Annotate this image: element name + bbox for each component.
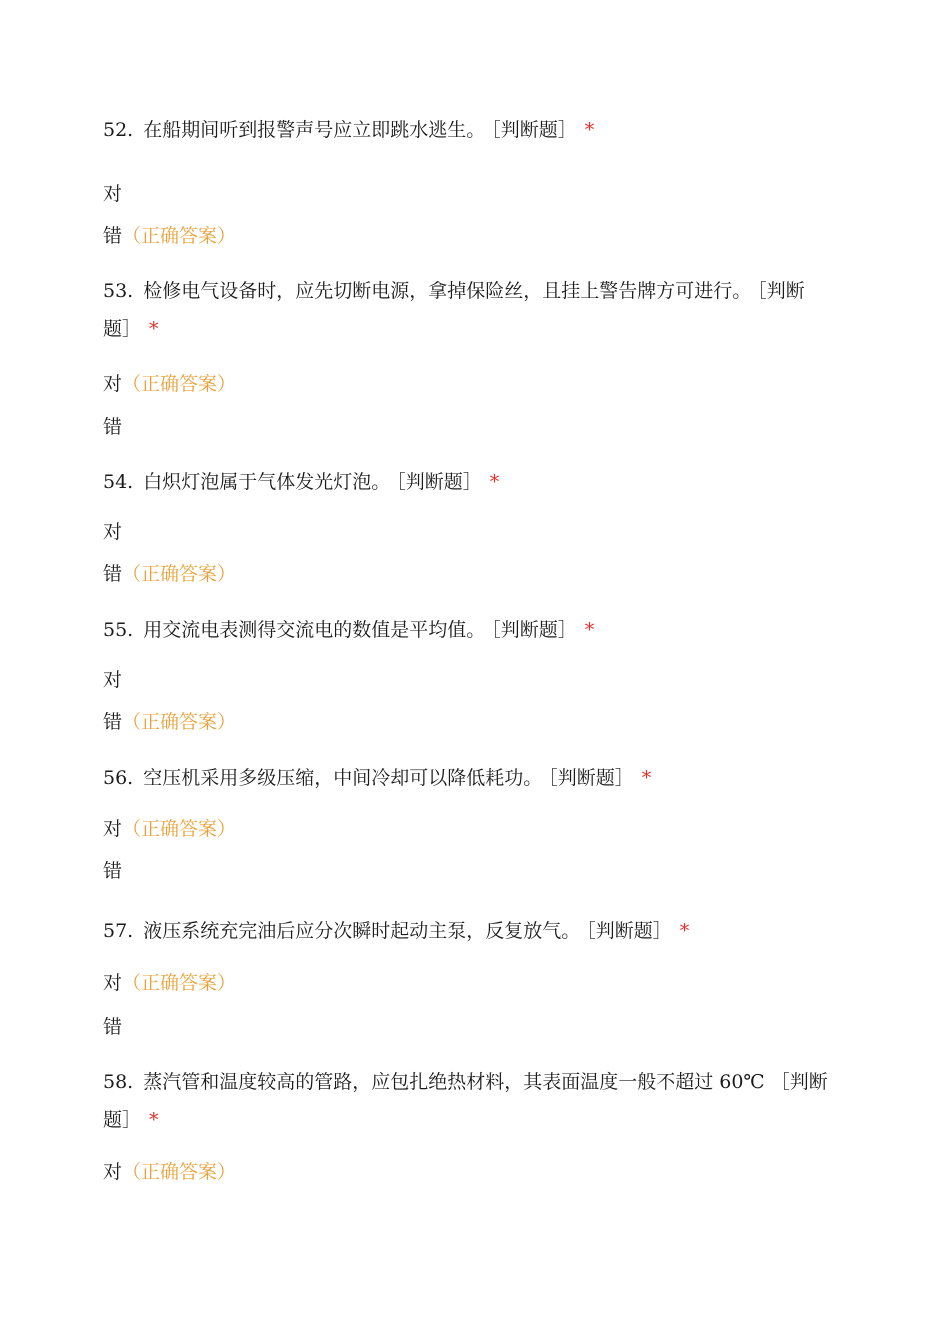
question-number: 58. xyxy=(103,1071,134,1093)
option-label: 错 xyxy=(103,860,123,882)
option-false[interactable] xyxy=(103,858,122,884)
option-false[interactable] xyxy=(103,414,122,440)
option-label: 对 xyxy=(103,972,123,994)
option-false[interactable] xyxy=(103,561,236,587)
option-label: 对 xyxy=(103,521,123,543)
correct-answer-mark: （正确答案） xyxy=(122,818,237,840)
required-asterisk: * xyxy=(489,471,500,493)
correct-answer-mark: （正确答案） xyxy=(122,1161,237,1183)
option-true[interactable] xyxy=(103,371,236,397)
option-label: 对 xyxy=(103,669,123,691)
question-type-tag: ［判断题］ xyxy=(548,767,634,789)
question-type-tag: ［判断题］ xyxy=(491,619,577,641)
required-asterisk: * xyxy=(641,767,652,789)
question-title xyxy=(103,759,833,797)
option-label: 对 xyxy=(103,1161,123,1183)
question-title xyxy=(103,111,833,149)
question-number: 54. xyxy=(103,471,134,493)
question-text: 蒸汽管和温度较高的管路，应包扎绝热材料，其表面温度一般不超过 60℃ xyxy=(143,1071,765,1093)
question-type-tag: ［判断题］ xyxy=(491,119,577,141)
required-asterisk: * xyxy=(679,920,690,942)
correct-answer-mark: （正确答案） xyxy=(122,225,237,247)
required-asterisk: * xyxy=(149,318,159,340)
option-true[interactable] xyxy=(103,667,122,693)
option-true[interactable] xyxy=(103,970,236,996)
required-asterisk: * xyxy=(149,1109,159,1131)
question-text: 空压机采用多级压缩，中间冷却可以降低耗功。 xyxy=(143,767,543,789)
question-number: 56. xyxy=(103,767,134,789)
required-asterisk: * xyxy=(584,619,595,641)
question-number: 53. xyxy=(103,280,134,302)
question-text: 用交流电表测得交流电的数值是平均值。 xyxy=(143,619,486,641)
required-asterisk: * xyxy=(584,119,595,141)
question-title xyxy=(103,463,833,501)
question-title xyxy=(103,912,833,950)
option-label: 对 xyxy=(103,373,123,395)
question-title xyxy=(103,1063,833,1139)
option-false[interactable] xyxy=(103,709,236,735)
question-text: 白炽灯泡属于气体发光灯泡。 xyxy=(143,471,391,493)
option-false[interactable] xyxy=(103,1014,122,1040)
question-type-tag: ［判断题］ xyxy=(103,280,805,340)
correct-answer-mark: （正确答案） xyxy=(122,563,237,585)
correct-answer-mark: （正确答案） xyxy=(122,711,237,733)
option-label: 对 xyxy=(103,183,123,205)
question-text: 在船期间听到报警声号应立即跳水逃生。 xyxy=(143,119,486,141)
question-text: 检修电气设备时，应先切断电源，拿掉保险丝，且挂上警告牌方可进行。 xyxy=(143,280,752,302)
option-label: 对 xyxy=(103,818,123,840)
option-true[interactable] xyxy=(103,181,122,207)
question-type-tag: ［判断题］ xyxy=(103,1071,828,1131)
option-true[interactable] xyxy=(103,816,236,842)
option-label: 错 xyxy=(103,563,123,585)
question-number: 52. xyxy=(103,119,134,141)
option-label: 错 xyxy=(103,225,123,247)
question-title xyxy=(103,272,833,348)
option-label: 错 xyxy=(103,1016,123,1038)
question-title xyxy=(103,611,833,649)
correct-answer-mark: （正确答案） xyxy=(122,972,237,994)
question-number: 57. xyxy=(103,920,134,942)
option-label: 错 xyxy=(103,711,123,733)
option-true[interactable] xyxy=(103,1159,236,1185)
correct-answer-mark: （正确答案） xyxy=(122,373,237,395)
question-type-tag: ［判断题］ xyxy=(396,471,482,493)
option-true[interactable] xyxy=(103,519,122,545)
question-type-tag: ［判断题］ xyxy=(586,920,672,942)
option-false[interactable] xyxy=(103,223,236,249)
option-label: 错 xyxy=(103,416,123,438)
question-text: 液压系统充完油后应分次瞬时起动主泵，反复放气。 xyxy=(143,920,581,942)
question-number: 55. xyxy=(103,619,134,641)
